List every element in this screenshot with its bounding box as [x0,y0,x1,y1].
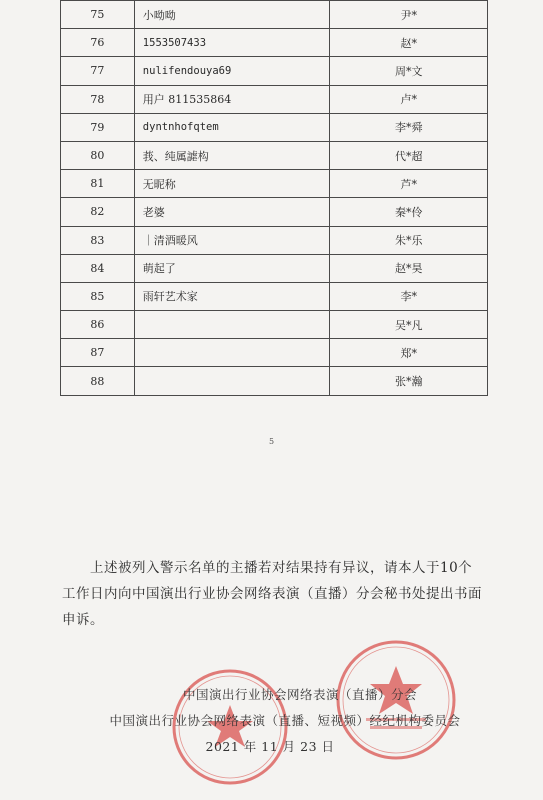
streamer-nickname [134,311,330,339]
row-number: 87 [61,339,135,367]
row-number: 77 [61,57,135,85]
streamer-nickname: 莪、纯属謔构 [134,141,330,169]
appeal-notice: 上述被列入警示名单的主播若对结果持有异议，请本人于10个工作日内向中国演出行业协会网络表演（直播）分会秘书处提出书面申诉。 [62,560,482,628]
table-row [61,57,488,85]
row-number: 86 [61,311,135,339]
table-row [61,198,488,226]
table-row [61,311,488,339]
row-number: 85 [61,282,135,310]
table-row [61,29,488,57]
row-number: 79 [61,113,135,141]
row-number: 88 [61,367,135,395]
streamer-real-name: 卢* [330,85,488,113]
signature-date: 2021 年 11 月 23 日 [205,739,335,754]
table-row [61,1,488,29]
row-number: 75 [61,1,135,29]
streamer-nickname: 用户 811535864 [134,85,330,113]
row-number: 78 [61,85,135,113]
table-row [61,226,488,254]
streamer-nickname: 萌起了 [134,254,330,282]
table-row [61,85,488,113]
streamer-real-name: 朱*乐 [330,226,488,254]
row-number: 82 [61,198,135,226]
streamer-real-name: 代*超 [330,141,488,169]
warning-list-table [60,0,488,396]
streamer-real-name: 李*舜 [330,113,488,141]
row-number: 81 [61,170,135,198]
streamer-nickname: 小呦呦 [134,1,330,29]
streamer-nickname: nulifendouya69 [134,57,330,85]
signatory-line-2: 中国演出行业协会网络表演（直播、短视频）经纪机构委员会 [109,713,461,728]
table-row [61,367,488,395]
streamer-real-name: 尹* [330,1,488,29]
table-row [61,141,488,169]
streamer-real-name: 秦*伶 [330,198,488,226]
streamer-real-name: 赵*昊 [330,254,488,282]
table-row [61,113,488,141]
streamer-nickname: 无昵称 [134,170,330,198]
row-number: 83 [61,226,135,254]
table-row [61,254,488,282]
streamer-nickname: dyntnhofqtem [134,113,330,141]
streamer-nickname: 老婆 [134,198,330,226]
streamer-real-name: 芦* [330,170,488,198]
streamer-nickname [134,367,330,395]
table-row [61,170,488,198]
streamer-real-name: 张*瀚 [330,367,488,395]
streamer-nickname [134,339,330,367]
streamer-real-name: 郑* [330,339,488,367]
streamer-real-name: 赵* [330,29,488,57]
streamer-nickname: ｜清酒暖风 [134,226,330,254]
row-number: 84 [61,254,135,282]
table-row [61,339,488,367]
table-row [61,282,488,310]
row-number: 76 [61,29,135,57]
page-number: 5 [268,437,275,446]
row-number: 80 [61,141,135,169]
streamer-real-name: 吴*凡 [330,311,488,339]
signatory-line-1: 中国演出行业协会网络表演（直播）分会 [182,687,417,702]
streamer-nickname: 1553507433 [134,29,330,57]
streamer-real-name: 李* [330,282,488,310]
streamer-nickname: 雨轩艺术家 [134,282,330,310]
streamer-real-name: 周*文 [330,57,488,85]
